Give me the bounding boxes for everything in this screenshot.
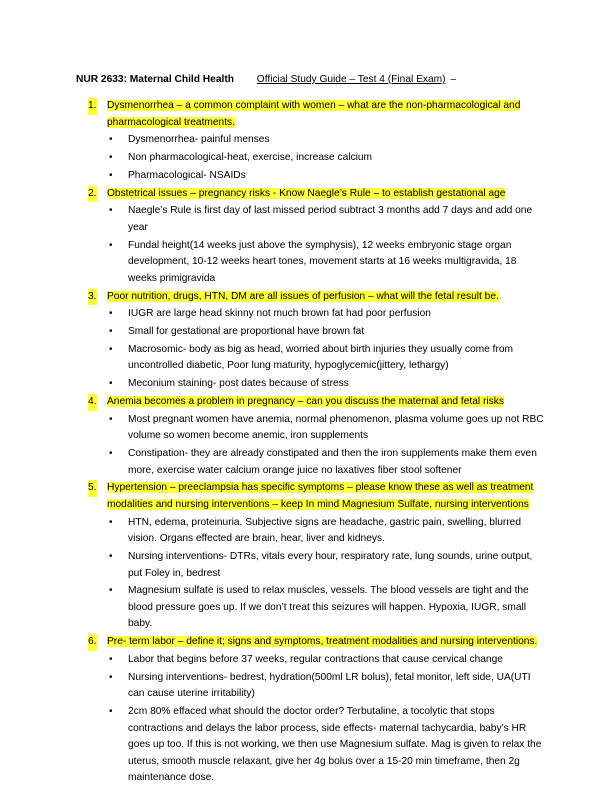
- bullet-item: [107, 549, 546, 582]
- bullet-dot-icon: •: [109, 516, 113, 528]
- bullet-dot-icon: •: [109, 585, 113, 597]
- bullet-dot-icon: •: [109, 413, 113, 425]
- bullet-text: Most pregnant women have anemia, normal phenomenon, plasma volume goes up not RBC volume so women become anemic, iron supplements: [128, 413, 544, 442]
- bullet-text: Naegle’s Rule is first day of last missed period subtract 3 months add 7 days and add one year: [128, 205, 533, 233]
- bullet-item: [107, 652, 546, 669]
- bullet-dot-icon: •: [109, 706, 113, 718]
- course-title: NUR 2633: Maternal Child Health: [76, 74, 234, 85]
- bullet-dot-icon: •: [109, 448, 113, 460]
- bullet-item: [107, 238, 546, 288]
- bullet-text: IUGR are large head skinny not much brown fat had poor perfusion: [128, 308, 431, 320]
- bullet-dot-icon: •: [109, 205, 113, 217]
- section-heading: Dysmenorrhea – a common complaint with women – what are the non-pharmacological and pharmacological treatments.: [107, 100, 521, 128]
- bullet-text: 2cm 80% effaced what should the doctor order? Terbutaline, a tocolytic that stops contractions and delays the labor process, side effects- maternal tachycardia, baby’s HR goes up too. If this is not working, we then use Magnesium sulfate. Mag is given to relax the uterus, smooth muscle relaxant, give her 4g bolus over a 15-20 min timeframe, then 2g maintenance dose.: [128, 706, 542, 784]
- bullet-text: Constipation- they are already constipated and then the iron supplements make them even more, exercise water calcium orange juice no laxatives fiber stool softener: [128, 448, 537, 476]
- bullet-item: [107, 670, 546, 703]
- bullet-item: [107, 342, 546, 375]
- bullet-list: [107, 515, 546, 633]
- section-heading: Pre- term labor – define it; signs and symptoms, treatment modalities and nursing interventions.: [107, 636, 538, 648]
- bullet-dot-icon: •: [109, 378, 113, 390]
- section-number: 5.: [88, 480, 97, 497]
- bullet-text: Macrosomic- body as big as head, worried about birth injuries they usually come from uncontrolled diabetic, Poor lung maturity, hypoglycemic(jittery, lethargy): [128, 343, 514, 372]
- bullet-text: Fundal height(14 weeks just above the symphysis), 12 weeks embryonic stage organ development, 10-12 weeks heart tones, movement starts at 16 weeks multigravida, 18 weeks primigravida: [128, 239, 517, 284]
- bullet-dot-icon: •: [109, 152, 113, 164]
- bullet-item: [107, 132, 546, 149]
- bullet-dot-icon: •: [109, 671, 113, 683]
- bullet-list: [107, 652, 546, 787]
- section-number: 2.: [88, 186, 97, 203]
- bullet-dot-icon: •: [109, 239, 113, 251]
- section-1: [76, 98, 546, 184]
- bullet-text: Nursing interventions- DTRs, vitals every hour, respiratory rate, lung sounds, urine output, put Foley in, bedrest: [128, 551, 533, 579]
- section-heading: Poor nutrition, drugs, HTN, DM are all issues of perfusion – what will the fetal result be.: [107, 290, 499, 302]
- bullet-dot-icon: •: [109, 326, 113, 338]
- bullet-list: [107, 132, 546, 184]
- bullet-list: [107, 412, 546, 479]
- bullet-item: [107, 306, 546, 323]
- section-2: [76, 186, 546, 288]
- bullet-item: [107, 376, 546, 393]
- bullet-text: Non pharmacological-heat, exercise, increase calcium: [128, 152, 373, 164]
- section-5: [76, 480, 546, 632]
- document-header: [76, 72, 546, 88]
- bullet-text: Small for gestational are proportional have brown fat: [128, 326, 365, 338]
- section-heading: Hypertension – preeclampsia has specific symptoms – please know these as well as treatment modalities and nursing interventions – keep In mind Magnesium Sulfate, nursing interventions: [107, 482, 534, 510]
- bullet-list: [107, 306, 546, 392]
- bullet-text: Dysmenorrhea- painful menses: [128, 134, 270, 146]
- section-number: 4.: [88, 394, 97, 411]
- bullet-text: Magnesium sulfate is used to relax muscles, vessels. The blood vessels are tight and the blood pressure goes up. If we don’t treat this seizures will happen. Hypoxia, IUGR, small baby.: [128, 585, 529, 630]
- bullet-list: [107, 203, 546, 287]
- bullet-text: Nursing interventions- bedrest, hydration(500ml LR bolus), fetal monitor, left side, UA(UTI can cause uterine irritability): [128, 671, 531, 700]
- section-6: [76, 634, 546, 786]
- section-number: 1.: [88, 98, 97, 115]
- bullet-item: [107, 168, 546, 185]
- bullet-dot-icon: •: [109, 134, 113, 146]
- bullet-dot-icon: •: [109, 308, 113, 320]
- bullet-dot-icon: •: [109, 551, 113, 563]
- study-guide-title: Official Study Guide – Test 4 (Final Exam): [256, 74, 446, 85]
- bullet-text: HTN, edema, proteinuria. Subjective signs are headache, gastric pain, swelling, blurred vision. Organs effected are brain, hear, liver and kidneys.: [128, 516, 521, 545]
- bullet-item: [107, 446, 546, 479]
- bullet-item: [107, 515, 546, 548]
- bullet-text: Pharmacological- NSAIDs: [128, 169, 246, 181]
- bullet-item: [107, 412, 546, 445]
- section-number: 3.: [88, 289, 97, 306]
- section-heading: Obstetrical issues – pregnancy risks - Know Naegle’s Rule – to establish gestational age: [107, 187, 506, 199]
- bullet-dot-icon: •: [109, 343, 113, 355]
- section-number: 6.: [88, 634, 97, 651]
- bullet-item: [107, 203, 546, 236]
- bullet-text: Meconium staining- post dates because of stress: [128, 378, 349, 390]
- bullet-text: Labor that begins before 37 weeks, regular contractions that cause cervical change: [128, 653, 503, 665]
- bullet-item: [107, 704, 546, 787]
- bullet-item: [107, 324, 546, 341]
- study-guide-sections: [76, 98, 546, 787]
- bullet-dot-icon: •: [109, 653, 113, 665]
- section-heading: Anemia becomes a problem in pregnancy – can you discuss the maternal and fetal risks: [107, 396, 504, 408]
- bullet-item: [107, 583, 546, 633]
- section-3: [76, 289, 546, 393]
- section-4: [76, 394, 546, 479]
- bullet-dot-icon: •: [109, 169, 113, 181]
- bullet-item: [107, 150, 546, 167]
- header-dash: –: [450, 74, 457, 85]
